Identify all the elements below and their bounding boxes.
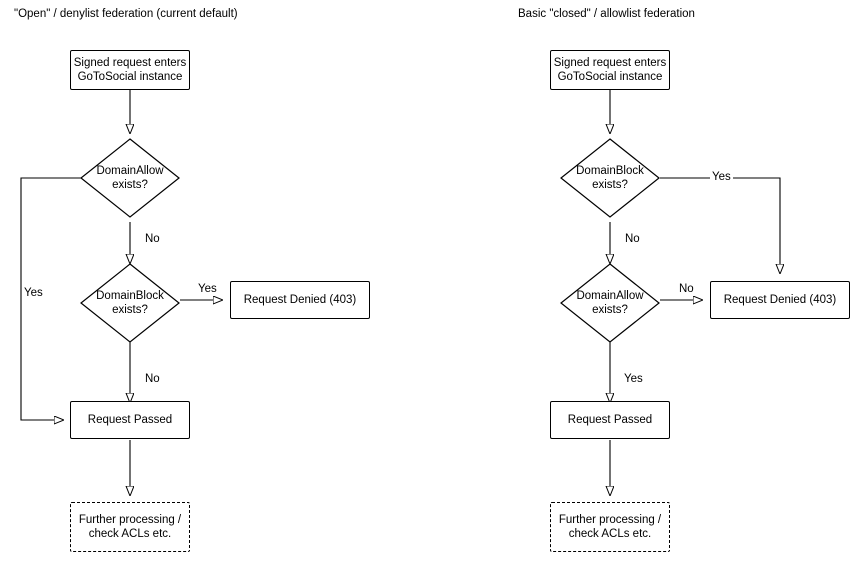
right-second-check-line2: exists? <box>592 304 628 316</box>
right-start-line1: Signed request enters <box>553 56 667 69</box>
right-start-node <box>550 50 670 90</box>
left-start-line2: GoToSocial instance <box>77 71 183 83</box>
right-start-line2: GoToSocial instance <box>557 71 663 83</box>
left-edge-label-block-no: No <box>145 373 160 385</box>
left-further-line1: Further processing / <box>78 513 182 526</box>
left-diagram-caption: "Open" / denylist federation (current default) <box>14 8 238 20</box>
right-second-check-line1: DomainAllow <box>576 289 644 302</box>
right-request-denied-node: Request Denied (403) <box>710 281 850 319</box>
right-domain-block-decision <box>560 138 660 218</box>
left-second-check-line2: exists? <box>112 304 148 316</box>
left-edge-label-block-yes: Yes <box>198 283 217 295</box>
right-domain-allow-decision <box>560 263 660 343</box>
right-first-check-line2: exists? <box>592 179 628 191</box>
left-first-check-line2: exists? <box>112 179 148 191</box>
left-first-check-line1: DomainAllow <box>96 164 164 177</box>
right-edge-label-allow-yes: Yes <box>624 373 643 385</box>
left-request-denied-node: Request Denied (403) <box>230 281 370 319</box>
right-first-check-line1: DomainBlock <box>576 164 644 177</box>
right-edge-label-block-no: No <box>625 233 640 245</box>
right-further-processing-node <box>550 502 670 552</box>
left-further-processing-node <box>70 502 190 552</box>
right-further-line2: check ACLs etc. <box>568 528 652 540</box>
left-start-line1: Signed request enters <box>73 56 187 69</box>
right-edge-label-allow-no: No <box>679 283 694 295</box>
left-domain-allow-decision <box>80 138 180 218</box>
left-domain-block-decision <box>80 263 180 343</box>
left-second-check-line1: DomainBlock <box>96 289 164 302</box>
right-request-passed-node: Request Passed <box>550 401 670 439</box>
right-edge-label-block-yes: Yes <box>712 171 731 183</box>
left-request-passed-node: Request Passed <box>70 401 190 439</box>
left-start-node <box>70 50 190 90</box>
right-diagram-caption: Basic "closed" / allowlist federation <box>518 8 695 20</box>
left-edge-label-allow-no: No <box>145 233 160 245</box>
left-edge-label-allow-yes: Yes <box>24 287 43 299</box>
left-further-line2: check ACLs etc. <box>88 528 172 540</box>
right-further-line1: Further processing / <box>558 513 662 526</box>
